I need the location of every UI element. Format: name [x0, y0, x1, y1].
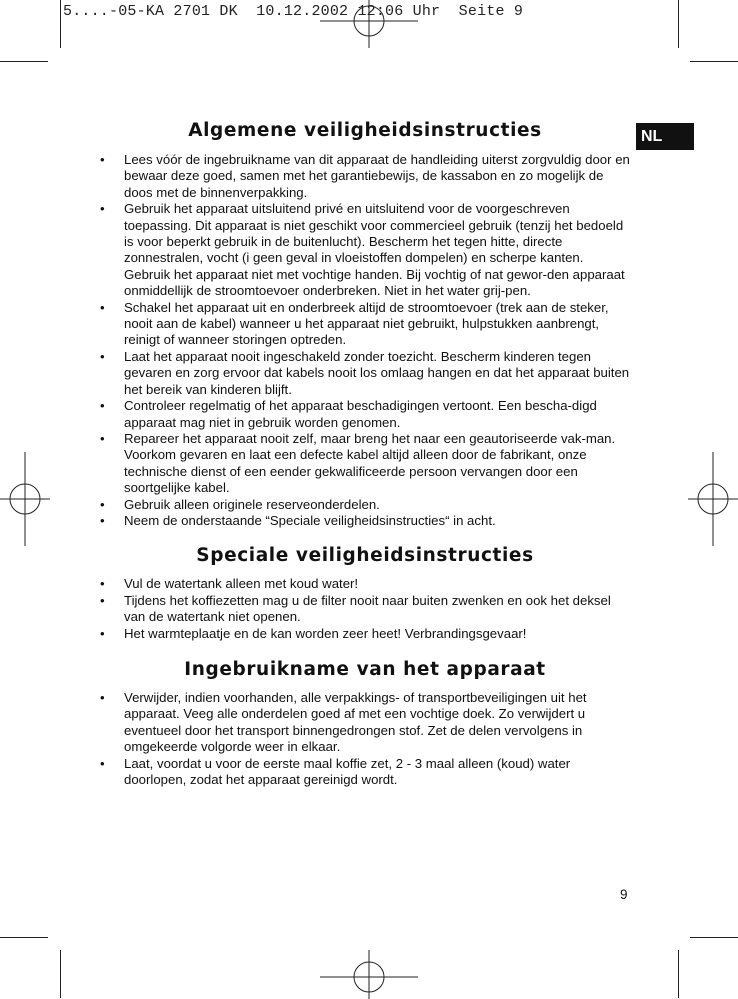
- section-title-first-use: Ingebruikname van het apparaat: [184, 658, 546, 680]
- crop-mark-bottom-right-horizontal: [690, 937, 738, 938]
- list-item: • Tijdens het koffiezetten mag u de filter nooit naar buiten zwenken en ook het deksel van de watertank niet openen.: [100, 593, 630, 626]
- registration-mark-right: [696, 482, 730, 516]
- crop-mark-top-right-vertical: [678, 0, 679, 48]
- crop-mark-bottom-right-vertical: [678, 950, 679, 998]
- list-item: • Schakel het apparaat uit en onderbreek altijd de stroomtoevoer (trek aan de steker, nooit aan de kabel) wanneer u het apparaat niet gebruikt, hulpstukken aanbrengt, reinigt of wanneer storingen optreden.: [100, 300, 630, 349]
- list-item: • Controleer regelmatig of het apparaat beschadigingen vertoont. Een bescha-digd apparaat mag niet in gebruik worden genomen.: [100, 398, 630, 431]
- first-use-list: [100, 690, 630, 788]
- list-item: • Gebruik alleen originele reserveonderdelen.: [100, 497, 630, 513]
- general-safety-list: [100, 152, 630, 529]
- list-item: • Laat het apparaat nooit ingeschakeld zonder toezicht. Bescherm kinderen tegen gevaren en zorg ervoor dat kabels nooit los omlaag hangen en dat het apparaat buiten het bereik van kinderen blijft.: [100, 349, 630, 398]
- crop-mark-top-right-horizontal: [690, 61, 738, 62]
- print-slug-line: 5....-05-KA 2701 DK 10.12.2002 12:06 Uhr Seite 9: [63, 3, 524, 20]
- list-item: • Lees vóór de ingebruikname van dit apparaat de handleiding uiterst zorgvuldig door en bewaar deze goed, samen met het garantiebewijs, de kassabon en zo mogelijk de doos met de binnenverpakking.: [100, 152, 630, 201]
- crop-mark-top-left-horizontal: [0, 61, 48, 62]
- crop-mark-bottom-left-horizontal: [0, 937, 48, 938]
- language-tab-nl: NL: [636, 123, 694, 150]
- list-item: • Het warmteplaatje en de kan worden zeer heet! Verbrandingsgevaar!: [100, 626, 630, 642]
- list-item: • Verwijder, indien voorhanden, alle verpakkings- of transportbeveiligingen uit het apparaat. Veeg alle onderdelen goed af met een vochtige doek. Zo verwijdert u eventueel door het transport binnengedrongen stof. Zet de delen vervolgens in omgekeerde volgorde weer in elkaar.: [100, 690, 630, 756]
- list-item: • Neem de onderstaande “Speciale veiligheidsinstructies“ in acht.: [100, 513, 630, 529]
- section-title-special-safety: Speciale veiligheidsinstructies: [196, 545, 534, 567]
- registration-mark-left: [8, 482, 42, 516]
- crop-mark-bottom-left-vertical: [60, 950, 61, 998]
- special-safety-list: [100, 576, 630, 642]
- crop-mark-top-left-vertical: [60, 0, 61, 48]
- registration-mark-top: [352, 4, 386, 38]
- registration-mark-bottom: [352, 960, 386, 994]
- document-body: [100, 120, 630, 788]
- section-title-general-safety: Algemene veiligheidsinstructies: [188, 120, 542, 141]
- page-number: 9: [620, 887, 628, 902]
- list-item: • Gebruik het apparaat uitsluitend privé en uitsluitend voor de voorgeschreven toepassing. Dit apparaat is niet geschikt voor commercieel gebruik (tenzij het bedoeld is voor beperkt gebruik in de buitenlucht). Bescherm het tegen hitte, directe zonnestralen, vocht (i geen geval in vloeistoffen dompelen) en scherpe kanten. Gebruik het apparaat niet met vochtige handen. Bij vochtig of nat gewor-den apparaat onmiddellijk de stroomtoevoer onderbreken. Niet in het water grij-pen.: [100, 201, 630, 299]
- list-item: • Vul de watertank alleen met koud water!: [100, 576, 630, 592]
- list-item: • Repareer het apparaat nooit zelf, maar breng het naar een geautoriseerde vak-man. Voorkom gevaren en laat een defecte kabel altijd alleen door de fabrikant, onze technische dienst of een eender gekwalificeerde persoon vervangen door een soortgelijke kabel.: [100, 431, 630, 497]
- list-item: • Laat, voordat u voor de eerste maal koffie zet, 2 - 3 maal alleen (koud) water doorlopen, zodat het apparaat gereinigd wordt.: [100, 756, 630, 789]
